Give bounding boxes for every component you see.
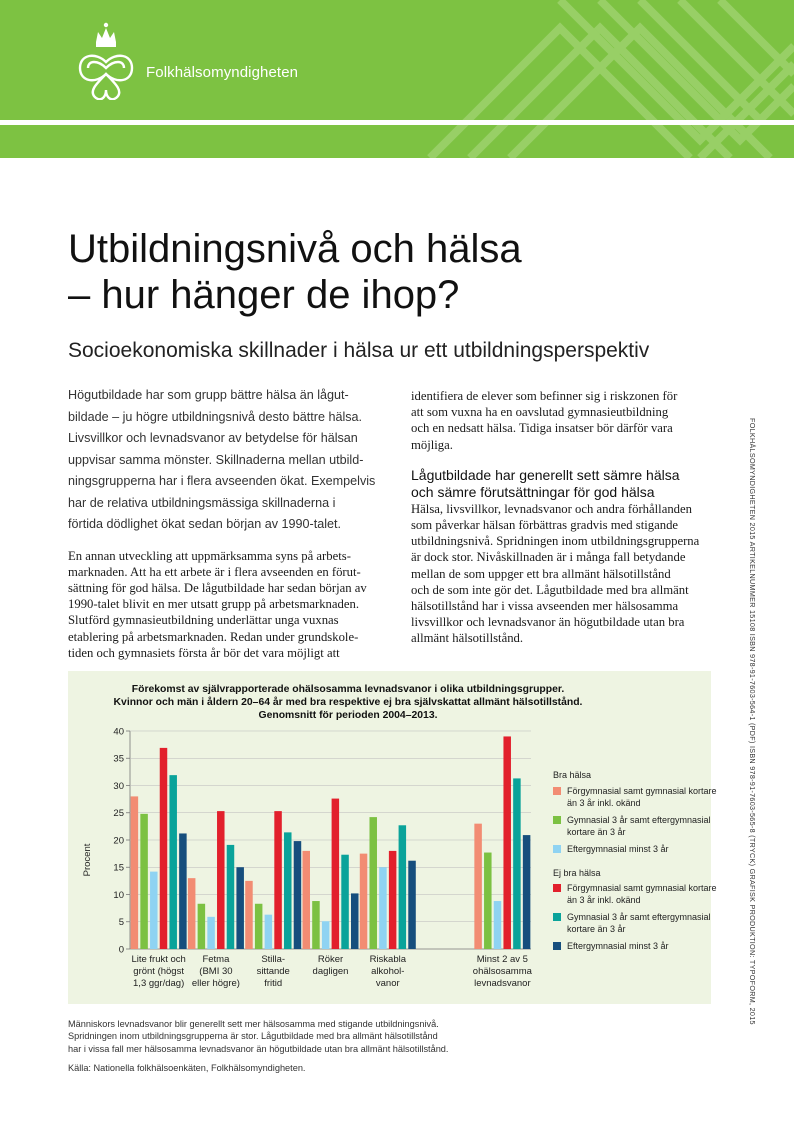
- body-line: som påverkar hälsan förbättras gradvis med stigande: [411, 518, 679, 533]
- legend-swatch: [553, 942, 561, 950]
- y-tick-label: 5: [118, 917, 124, 929]
- x-tick-label: ohälsosamma: [472, 966, 532, 977]
- lead-line: Högutbildade har som grupp bättre hälsa än lågut-: [68, 388, 349, 402]
- legend-label: Gymnasial 3 år samt eftergymnasial kortare än 3 år: [567, 912, 711, 934]
- legend-swatch: [553, 816, 561, 824]
- body-line: etablering på arbetsmarknaden. Redan under grundskole-: [68, 629, 359, 644]
- x-tick-label: fritid: [264, 978, 283, 989]
- x-tick-label: Stilla-: [261, 954, 286, 965]
- page-title: [68, 226, 522, 318]
- x-tick-label: eller högre): [191, 978, 240, 989]
- legend-group-title: Ej bra hälsa: [553, 868, 601, 878]
- body-line: allmänt hälsotillstånd.: [411, 631, 524, 646]
- body-line: att som vuxna ha en oavslutad gymnasieutbildning: [411, 405, 669, 420]
- x-tick-label: sittande: [256, 966, 290, 977]
- body-line: och de som inte gör det. Lågutbildade med bra allmänt: [411, 582, 689, 597]
- x-tick-label: (BMI 30: [199, 966, 233, 977]
- x-tick-label: Röker: [317, 954, 344, 965]
- title-line: Utbildningsnivå och hälsa: [68, 227, 522, 271]
- body-line: marknaden. Att ha ett arbete är i flera avseenden en förut-: [68, 564, 361, 579]
- body-line: utbildningsnivå. Spridningen inom utbildningsgrupperna: [411, 534, 700, 549]
- y-tick-label: 10: [113, 889, 124, 901]
- section-heading: [411, 467, 731, 501]
- body-line: och en nedsatt hälsa. Tidiga insatser bör därför vara: [411, 421, 673, 436]
- legend-swatch: [553, 787, 561, 795]
- figure-caption: [68, 1018, 448, 1055]
- legend-label: Förgymnasial samt gymnasial kortare än 3 år inkl. okänd: [567, 883, 717, 905]
- x-tick-label: Riskabla: [369, 954, 407, 965]
- lead-line: Livsvillkor och levnadsvanor av betydelse för hälsan: [68, 431, 358, 445]
- legend-swatch: [553, 913, 561, 921]
- body-line: möjliga.: [411, 437, 453, 452]
- body-line: identifiera de elever som befinner sig i riskzonen för: [411, 389, 678, 403]
- chart-title: [68, 683, 628, 722]
- body-paragraph: [68, 548, 398, 661]
- x-tick-label: Lite frukt och: [131, 954, 186, 965]
- body-line: livsvillkor och levnadsvanor än högutbildade utan bra: [411, 615, 685, 630]
- logo-emblem-icon: [66, 20, 146, 100]
- heading-line: Lågutbildade har generellt sett sämre hälsa: [411, 466, 680, 483]
- body-line: Slutförd gymnasieutbildning underlättar unga vuxnas: [68, 613, 339, 628]
- y-tick-label: 20: [113, 835, 124, 847]
- y-tick-label: 30: [113, 780, 124, 792]
- body-line: 1990-talet blivit en mer utsatt grupp på arbetsmarknaden.: [68, 597, 360, 612]
- x-tick-label: 1,3 ggr/dag): [133, 978, 185, 989]
- legend-label: Eftergymnasial minst 3 år: [567, 941, 669, 951]
- body-line: sättning för god hälsa. De lågutbildade har sedan början av: [68, 580, 367, 595]
- chart-title-line: Genomsnitt för perioden 2004–2013.: [258, 710, 438, 721]
- body-line: Hälsa, livsvillkor, levnadsvanor och andra förhållanden: [411, 501, 692, 516]
- intro-paragraph: [411, 388, 731, 453]
- left-column: [68, 385, 398, 661]
- y-tick-label: 15: [113, 862, 124, 874]
- lead-line: förtida dödlighet ökat sedan början av 1990-talet.: [68, 517, 342, 531]
- x-tick-label: Minst 2 av 5: [476, 954, 528, 965]
- figure-source: Källa: Nationella folkhälsoenkäten, Folkhälsomyndigheten.: [68, 1063, 306, 1073]
- body-paragraph: [411, 501, 731, 647]
- body-line: mellan de som uppger ett bra allmänt hälsotillstånd: [411, 566, 671, 581]
- body-line: hälsotillstånd har i vissa avseenden mer hälsosamma: [411, 599, 679, 614]
- legend-label: Eftergymnasial minst 3 år: [567, 844, 669, 854]
- caption-line: Människors levnadsvanor blir generellt sett mer hälsosamma med stigande utbildningsnivå.: [68, 1019, 439, 1029]
- lead-line: har de relativa utbildningsmässiga skillnaderna i: [68, 495, 336, 510]
- chart-title-line: Kvinnor och män i åldern 20–64 år med bra respektive ej bra självskattat allmänt hälsotillstånd.: [113, 697, 583, 708]
- y-tick-label: 25: [113, 808, 124, 820]
- caption-line: Spridningen inom utbildningsgrupperna är stor. Lågutbildade med bra allmänt hälsotillstånd: [68, 1031, 438, 1042]
- body-line: En annan utveckling att uppmärksamma syns på arbets-: [68, 548, 351, 563]
- x-tick-label: vanor: [375, 978, 400, 989]
- right-column: [411, 388, 731, 647]
- x-tick-label: grönt (högst: [133, 966, 184, 977]
- caption-line: har i vissa fall mer hälsosamma levnadsvanor än högutbildade utan bra allmänt hälsotillstånd.: [68, 1043, 449, 1054]
- lead-line: uppvisar samma mönster. Skillnaderna mellan utbild-: [68, 452, 364, 467]
- y-tick-label: 35: [113, 753, 124, 765]
- title-line: – hur hänger de ihop?: [68, 273, 460, 317]
- x-tick-label: Fetma: [202, 954, 230, 965]
- y-axis-label: Procent: [82, 843, 93, 877]
- body-line: tiden och gymnasiets första år bör det vara möjligt att: [68, 645, 340, 660]
- body-line: är dock stor. Nivåskillnaden är i många fall betydande: [411, 550, 686, 565]
- legend-label: Förgymnasial samt gymnasial kortare än 3 år inkl. okänd: [567, 786, 717, 808]
- chart-title-line: Förekomst av självrapporterade ohälsosamma levnadsvanor i olika utbildningsgrupper.: [131, 684, 565, 695]
- header-banner: [0, 0, 794, 158]
- legend-swatch: [553, 845, 561, 853]
- x-tick-label: alkohol-: [371, 966, 405, 977]
- heading-line: och sämre förutsättningar för god hälsa: [411, 483, 655, 500]
- org-name: Folkhälsomyndigheten: [146, 64, 299, 81]
- y-tick-label: 0: [118, 944, 124, 956]
- y-tick-label: 40: [113, 726, 124, 738]
- legend-group-title: Bra hälsa: [553, 770, 592, 780]
- legend-swatch: [553, 884, 561, 892]
- publication-info-sidebar: FOLKHÄLSOMYNDIGHETEN 2015 ARTIKELNUMMER 15108 ISBN 978-91-7603-564-1 (PDF) ISBN 978-91-7603-565-8 (TRYCK) GRAFISK PRODUKTION: TYPOFORM, 2015: [748, 418, 757, 1025]
- x-tick-label: dagligen: [312, 966, 349, 977]
- lead-paragraph: [68, 385, 398, 536]
- lead-line: bildade – ju högre utbildningsnivå desto bättre hälsa.: [68, 409, 363, 424]
- page-subtitle: Socioekonomiska skillnader i hälsa ur ett utbildningsperspektiv: [68, 339, 650, 362]
- x-tick-label: levnadsvanor: [474, 978, 531, 989]
- lead-line: ningsgrupperna har i flera avseenden ökat. Exempelvis: [68, 474, 376, 488]
- legend-label: Gymnasial 3 år samt eftergymnasial kortare än 3 år: [567, 815, 711, 837]
